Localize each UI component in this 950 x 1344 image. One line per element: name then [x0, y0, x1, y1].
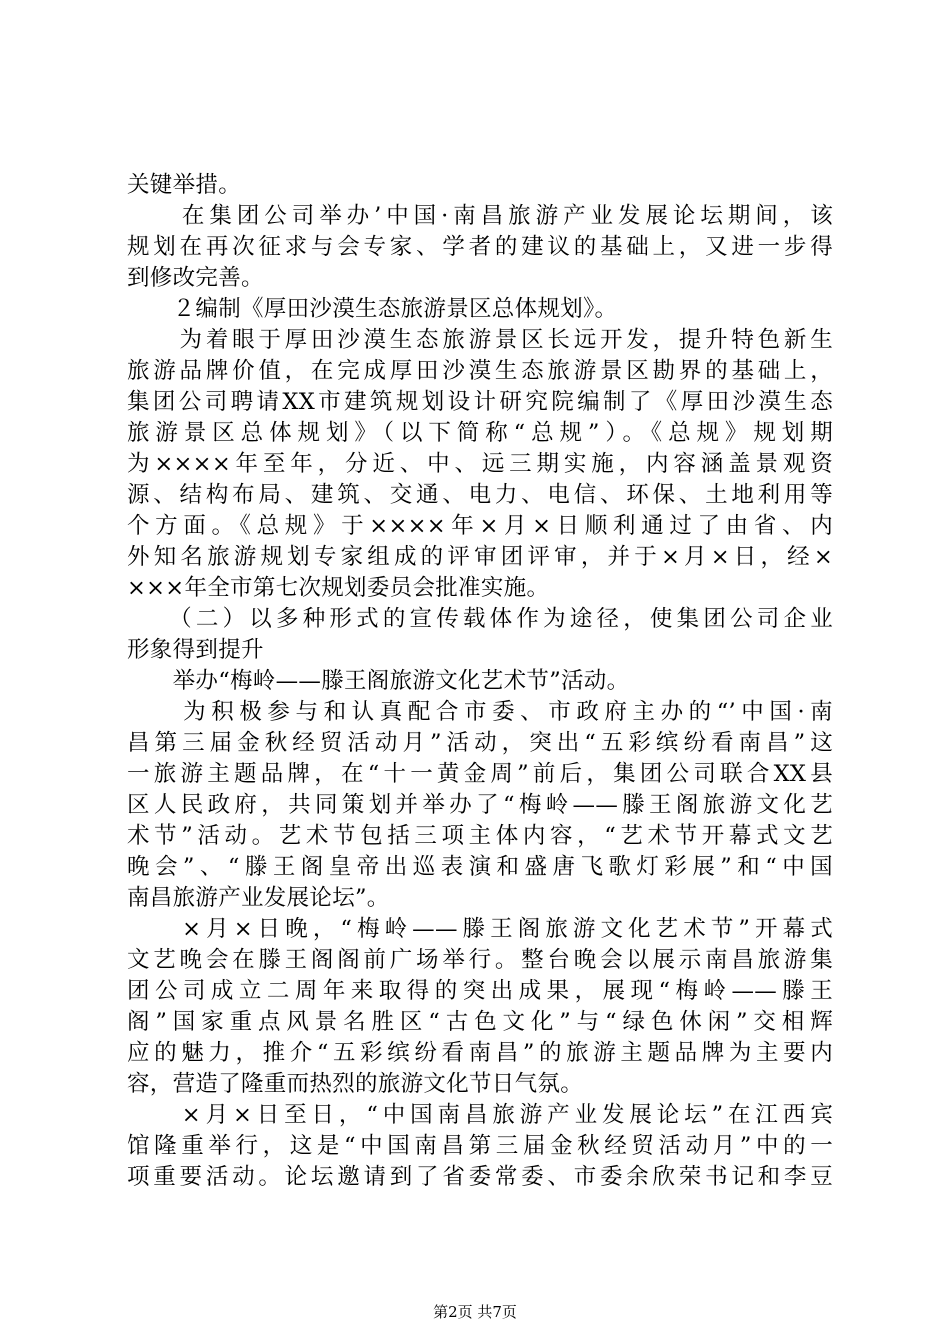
- text-line: 形象得到提升: [127, 637, 264, 663]
- text-line: 文艺晚会在滕王阁阁前广场举行。整台晚会以展示南昌旅游集: [127, 947, 833, 973]
- text-line: 规划在再次征求与会专家、学者的建议的基础上，又进一步得: [127, 234, 833, 260]
- page-footer: 第2页 共7页: [433, 1303, 517, 1321]
- text-line: ２编制《厚田沙漠生态旅游景区总体规划》。: [127, 296, 618, 322]
- text-line: ×月×日晚，“梅岭——滕王阁旅游文化艺术节”开幕式: [127, 916, 833, 942]
- text-line: 应的魅力，推介“五彩缤纷看南昌”的旅游主题品牌为主要内: [127, 1040, 833, 1066]
- text-line: 为××××年至年，分近、中、远三期实施，内容涵盖景观资: [127, 451, 833, 477]
- text-line: 昌第三届金秋经贸活动月”活动，突出“五彩缤纷看南昌”这: [127, 730, 833, 756]
- text-line: ×月×日至日，“中国南昌旅游产业发展论坛”在江西宾: [127, 1102, 833, 1128]
- text-line: 为着眼于厚田沙漠生态旅游景区长远开发，提升特色新生: [127, 327, 833, 353]
- text-line: 为积极参与和认真配合市委、市政府主办的“’中国·南: [127, 699, 833, 725]
- text-line: 术节”活动。艺术节包括三项主体内容，“艺术节开幕式文艺: [127, 823, 833, 849]
- text-line: 晚会”、“滕王阁皇帝出巡表演和盛唐飞歌灯彩展”和“中国: [127, 854, 833, 880]
- text-line: 南昌旅游产业发展论坛”。: [127, 885, 390, 911]
- text-line: （二）以多种形式的宣传载体作为途径，使集团公司企业: [127, 606, 833, 632]
- text-line: 容，营造了隆重而热烈的旅游文化节日气氛。: [127, 1071, 584, 1097]
- text-line: 集团公司聘请XX市建筑规划设计研究院编制了《厚田沙漠生态: [127, 389, 833, 415]
- text-line: 举办“梅岭——滕王阁旅游文化艺术节”活动。: [127, 668, 630, 694]
- text-line: 到修改完善。: [127, 265, 264, 291]
- document-body: [127, 170, 833, 1193]
- text-line: 关键举措。: [127, 172, 242, 198]
- text-line: 一旅游主题品牌，在“十一黄金周”前后，集团公司联合XX县: [127, 761, 833, 787]
- text-line: ×××年全市第七次规划委员会批准实施。: [127, 575, 550, 601]
- text-line: 团公司成立二周年来取得的突出成果，展现“梅岭——滕王: [127, 978, 833, 1004]
- text-line: 源、结构布局、建筑、交通、电力、电信、环保、土地利用等: [127, 482, 833, 508]
- text-line: 在集团公司举办’中国·南昌旅游产业发展论坛期间，该: [127, 203, 833, 229]
- text-line: 外知名旅游规划专家组成的评审团评审，并于×月×日，经×: [127, 544, 833, 570]
- text-line: 旅游品牌价值，在完成厚田沙漠生态旅游景区勘界的基础上，: [127, 358, 833, 384]
- text-line: 阁”国家重点风景名胜区“古色文化”与“绿色休闲”交相辉: [127, 1009, 833, 1035]
- text-line: 馆隆重举行，这是“中国南昌第三届金秋经贸活动月”中的一: [127, 1133, 833, 1159]
- text-line: 区人民政府，共同策划并举办了“梅岭——滕王阁旅游文化艺: [127, 792, 833, 818]
- text-line: 个方面。《总规》于××××年×月×日顺利通过了由省、内: [127, 513, 833, 539]
- text-line: 项重要活动。论坛邀请到了省委常委、市委余欣荣书记和李豆: [127, 1164, 833, 1190]
- text-line: 旅游景区总体规划》（以下简称“总规”）。《总规》规划期: [127, 420, 833, 446]
